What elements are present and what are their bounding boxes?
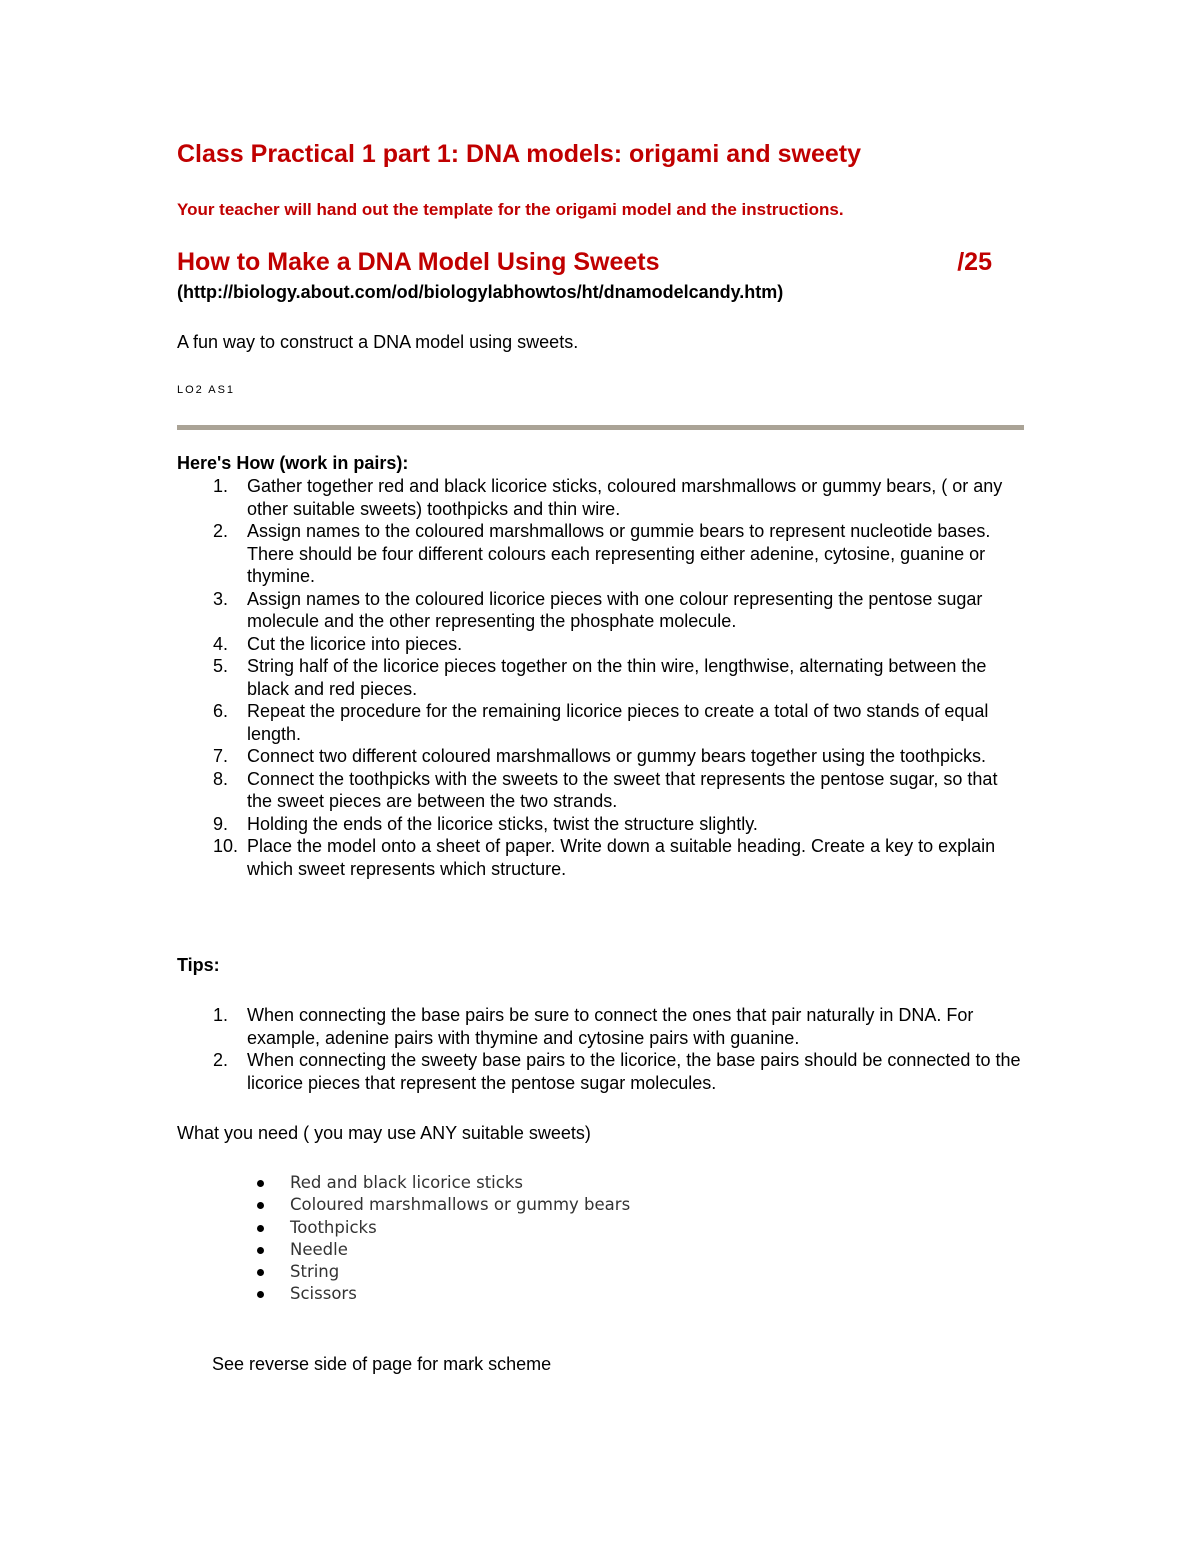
tips-list — [177, 1004, 1027, 1094]
section-heading — [177, 248, 992, 277]
need-text: String — [290, 1262, 340, 1282]
step-number: 2. — [213, 521, 229, 541]
page-title: Class Practical 1 part 1: DNA models: origami and sweety — [177, 140, 862, 168]
step-text: String half of the licorice pieces together on the thin wire, lengthwise, alternating between the black and red pieces. — [247, 656, 987, 699]
list-item — [177, 475, 1027, 520]
page-subtitle: Your teacher will hand out the template for the origami model and the instructions. — [177, 200, 844, 219]
footer-note: See reverse side of page for mark scheme — [212, 1354, 552, 1374]
list-item — [177, 1217, 630, 1239]
step-text: Connect two different coloured marshmallows or gummy bears together using the toothpicks. — [247, 746, 987, 766]
need-text: Scissors — [290, 1284, 357, 1304]
howto-heading: Here's How (work in pairs): — [177, 453, 409, 473]
bullet-icon — [257, 1202, 264, 1209]
step-number: 9. — [213, 813, 229, 834]
step-number: 3. — [213, 588, 229, 609]
list-item — [177, 1261, 630, 1283]
list-item — [177, 1283, 630, 1305]
step-number: 5. — [213, 656, 229, 676]
list-item — [177, 1172, 630, 1194]
bullet-icon — [257, 1180, 264, 1187]
step-text: Cut the licorice into pieces. — [247, 633, 463, 654]
step-number: 10. — [213, 836, 239, 856]
tip-text: When connecting the sweety base pairs to the licorice, the base pairs should be connected to the licorice pieces that represent the pentose sugar molecules. — [247, 1050, 1021, 1093]
need-text: Needle — [290, 1239, 348, 1259]
horizontal-rule — [177, 425, 1024, 430]
list-item — [177, 835, 1027, 880]
step-text: Repeat the procedure for the remaining licorice pieces to create a total of two stands of equal length. — [247, 701, 989, 744]
list-item — [177, 768, 1027, 813]
list-item — [177, 1004, 1027, 1049]
step-number: 6. — [213, 701, 229, 721]
list-item — [177, 633, 1027, 656]
step-text: Place the model onto a sheet of paper. Write down a suitable heading. Create a key to explain which sweet represents which structure. — [247, 836, 996, 879]
bullet-icon — [257, 1247, 264, 1254]
step-number: 7. — [213, 746, 229, 766]
needs-heading: What you need ( you may use ANY suitable sweets) — [177, 1123, 591, 1143]
step-text: Assign names to the coloured licorice pieces with one colour representing the pentose sugar molecule and the other representing the phosphate molecule. — [247, 588, 983, 631]
tip-number: 1. — [213, 1005, 229, 1025]
list-item — [177, 813, 1027, 836]
list-item — [177, 588, 1027, 633]
step-text: Connect the toothpicks with the sweets to the sweet that represents the pentose sugar, so that the sweet pieces are between the two strands. — [247, 768, 998, 811]
learning-outcome-label: LO2 AS1 — [177, 384, 236, 396]
tip-text: When connecting the base pairs be sure to connect the ones that pair naturally in DNA. For example, adenine pairs with thymine and cytosine pairs with guanine. — [247, 1005, 974, 1048]
step-number: 8. — [213, 768, 229, 789]
list-item — [177, 745, 1027, 768]
needs-list — [177, 1172, 630, 1306]
step-text: Assign names to the coloured marshmallows or gummie bears to represent nucleotide bases. There should be four different colours each representing either adenine, cytosine, guanine or thymine. — [247, 521, 991, 586]
step-text: Holding the ends of the licorice sticks, twist the structure slightly. — [247, 813, 758, 834]
need-text: Coloured marshmallows or gummy bears — [290, 1195, 631, 1215]
tips-heading: Tips: — [177, 955, 220, 975]
section-heading-text: How to Make a DNA Model Using Sweets — [177, 248, 660, 276]
need-text: Red and black licorice sticks — [290, 1173, 523, 1192]
step-number: 1. — [213, 476, 229, 496]
list-item — [177, 700, 1027, 745]
tip-number: 2. — [213, 1050, 229, 1070]
bullet-icon — [257, 1225, 264, 1232]
bullet-icon — [257, 1291, 264, 1298]
need-text: Toothpicks — [290, 1217, 377, 1237]
source-url: (http://biology.about.com/od/biologylabhowtos/ht/dnamodelcandy.htm) — [177, 282, 784, 302]
intro-text: A fun way to construct a DNA model using sweets. — [177, 332, 579, 352]
step-text: Gather together red and black licorice sticks, coloured marshmallows or gummy bears, ( or any other suitable sweets) toothpicks and thin wire. — [247, 476, 1003, 519]
step-number: 4. — [213, 633, 229, 654]
list-item — [177, 655, 1027, 700]
bullet-icon — [257, 1269, 264, 1276]
list-item — [177, 1049, 1027, 1094]
list-item — [177, 1239, 630, 1261]
list-item — [177, 520, 1027, 588]
list-item — [177, 1194, 630, 1216]
steps-list — [177, 475, 1027, 880]
score-label: /25 — [957, 248, 992, 276]
